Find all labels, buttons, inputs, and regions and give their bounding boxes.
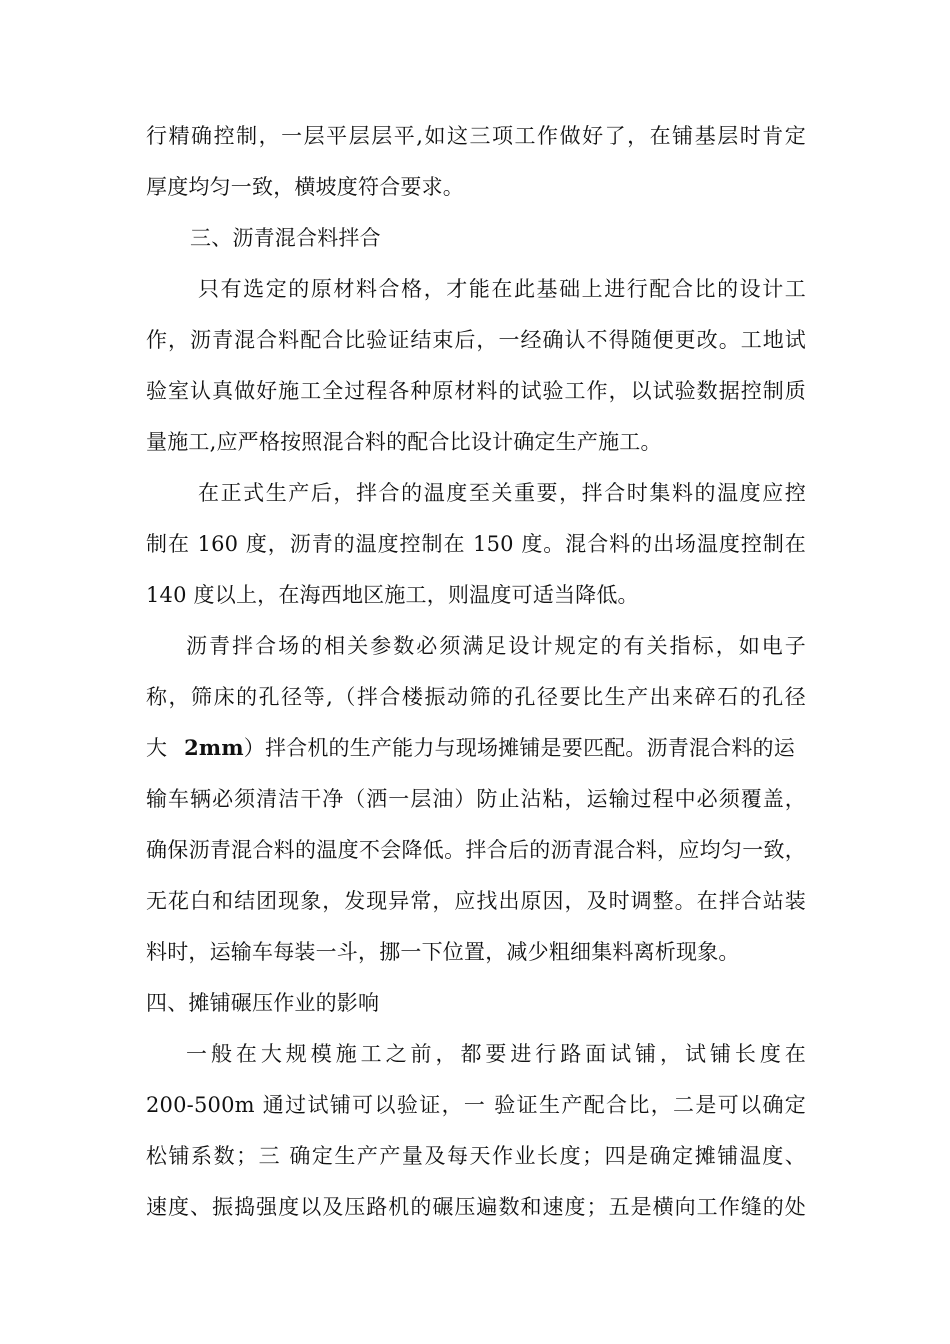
paragraph-line-2: 厚度均匀一致，横坡度符合要求。 [146,175,464,199]
paragraph-line-4: 只有选定的原材料合格，才能在此基础上进行配合比的设计工 [198,277,806,301]
paragraph-line-9: 制在 160 度，沥青的温度控制在 150 度。混合料的出场温度控制在 [146,532,806,556]
paragraph-line-10: 140 度以上，在海西地区施工，则温度可适当降低。 [146,583,639,607]
paragraph-line-20: 200-500m 通过试铺可以验证，一 验证生产配合比，二是可以确定 [146,1093,806,1117]
paragraph-line-22: 速度、振捣强度以及压路机的碾压遍数和速度；五是横向工作缝的处 [146,1195,806,1219]
paragraph-line-1: 行精确控制，一层平层层平,如这三项工作做好了，在铺基层时肯定 [146,124,806,148]
paragraph-line-19: 一般在大规模施工之前，都要进行路面试铺，试铺长度在 [186,1042,806,1066]
paragraph-line-12: 称，筛床的孔径等,（拌合楼振动筛的孔径要比生产出来碎石的孔径 [146,685,806,709]
paragraph-line-15: 确保沥青混合料的温度不会降低。拌合后的沥青混合料，应均匀一致， [146,838,806,862]
section-heading-3: 三、沥青混合料拌合 [190,226,381,250]
paragraph-line-17: 料时，运输车每装一斗，挪一下位置，减少粗细集料离析现象。 [146,940,740,964]
paragraph-line-11: 沥青拌合场的相关参数必须满足设计规定的有关指标，如电子 [186,634,806,658]
paragraph-line-6: 验室认真做好施工全过程各种原材料的试验工作，以试验数据控制质 [146,379,806,403]
paragraph-line-13 [146,731,806,765]
paragraph-line-14: 输车辆必须清洁干净（洒一层油）防止沾粘，运输过程中必须覆盖， [146,787,806,811]
measurement-2mm: 2mm [184,735,244,760]
paragraph-line-5: 作，沥青混合料配合比验证结束后，一经确认不得随便更改。工地试 [146,328,806,352]
paragraph-line-7: 量施工,应严格按照混合料的配合比设计确定生产施工。 [146,430,662,454]
section-heading-18: 四、摊铺碾压作业的影响 [146,991,380,1015]
text-segment-prefix: 大 [146,736,168,760]
text-segment-suffix: ）拌合机的生产能力与现场摊铺是要匹配。沥青混合料的运 [243,736,795,760]
paragraph-line-21: 松铺系数；三 确定生产产量及每天作业长度；四是确定摊铺温度、 [146,1144,806,1168]
paragraph-line-16: 无花白和结团现象，发现异常，应找出原因，及时调整。在拌合站装 [146,889,806,913]
paragraph-line-8: 在正式生产后，拌合的温度至关重要，拌合时集料的温度应控 [198,481,806,505]
